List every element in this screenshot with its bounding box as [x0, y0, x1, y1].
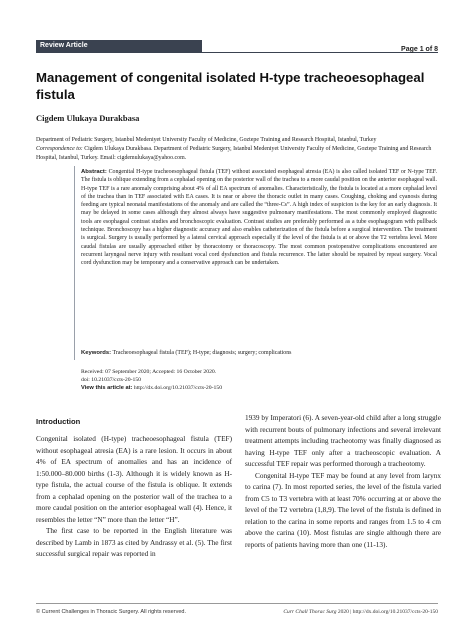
- author-name: Cigdem Ulukaya Durakbasa: [36, 113, 140, 123]
- abstract-text: Congenital H-type tracheoesophageal fistula (TEF) without associated esophageal atresia (EA) is also called isolated TEF or N-type TEF. The fistula is oblique extending from a cephalad opening on the posterior wall of the trachea to a more caudal position on the anterior esophageal wall. H-type TEF is a rare anomaly comprising about 4% of all EA spectrum of anomalies. Characteristically, the fistula is located at a more cephalad level of the trachea than in TEF associated with EA cases. It is near or above the thoracic outlet in many cases. Coughing, choking and cyanosis during feeding are typical neonatal manifestations of the anomaly and are called the “three-Cs”. A high index of suspicion is the key for an early diagnosis. It may be delayed in some cases although they almost always have suggestive pulmonary manifestations. The most commonly employed diagnostic tools are esophageal contrast studies and bronchoscopic evaluation. Contrast studies are preferably performed as a tube esophagogram with pullback technique. Bronchoscopy has a higher diagnostic accuracy and also enables catheterization of the fistula before a surgical intervention. The treatment is surgical. Surgery is usually performed by a lateral cervical approach especially if the level of the fistula is at or above the T2 vertebra level. More caudal fistulas are usually approached either by thoracotomy or thoracoscopy. The most common postoperative complications encountered are recurrent laryngeal nerve injury with resultant vocal cord dysfunction and fistula recurrence. The latter should be repaired by repeat surgery. Vocal cord dysfunction may be temporary and a conservative approach can be undertaken.: [81, 169, 437, 267]
- header-rule: [36, 52, 438, 53]
- left-column: [36, 434, 232, 561]
- keywords-text: Tracheoesophageal fistula (TEF); H-type; diagnosis; surgery; complications: [112, 350, 292, 356]
- affiliation-dept: Department of Pediatric Surgery, Istanbul Medeniyet University Faculty of Medicine, Goztepe Training and Research Hospital, Istanbul, Turkey: [36, 137, 377, 143]
- view-article-label: View this article at:: [81, 385, 133, 392]
- journal-name: Curr Chall Thorac Surg: [283, 609, 337, 615]
- abstract: [81, 168, 437, 268]
- journal-doi: 2020 | http://dx.doi.org/10.21037/ccts-20-150: [336, 609, 438, 615]
- correspondence-label: Correspondence to:: [36, 146, 83, 153]
- correspondence-text: Cigdem Ulukaya Durakbasa. Department of Pediatric Surgery, Istanbul Medeniyet University Faculty of Medicine, Goztepe Training and Research Hospital, Istanbul, Turkey. Email: cigdemulukaya@yahoo.com.: [36, 146, 432, 162]
- paragraph: 1939 by Imperatori (6). A seven-year-old child after a long struggle with recurrent bouts of pulmonary infections and several irrelevant treatment attempts including tracheotomy was finally diagnosed as having H-type TEF only after a tracheoscopic evaluation. A successful TEF repair was performed thorough a tracheotomy.: [245, 414, 441, 468]
- keywords: [81, 349, 437, 357]
- paragraph: The first case to be reported in the English literature was described by Lamb in 1873 as cited by Andrassy et al. (5). The first successful surgical repair was reported in: [36, 527, 232, 558]
- article-dates: [81, 368, 437, 393]
- view-article-link[interactable]: http://dx.doi.org/10.21037/ccts-20-150: [133, 385, 223, 392]
- affiliation-block: [36, 136, 440, 164]
- page-number: Page 1 of 8: [401, 46, 438, 53]
- article-type-banner: [36, 40, 202, 52]
- paragraph: Congenital isolated (H-type) tracheoesophageal fistula (TEF) without esophageal atresia (EA) is a rare lesion. It occurs in about 4% of EA spectrum of anomalies and has an incidence of 1:50.000–80.000 births (1-3). Although it is widely known as H-type fistula, the actual course of the fistula is oblique. It extends from a cephalad opening on the posterior wall of the trachea to a more caudal position on the anterior esophageal wall (4). Hence, it resembles the letter “N” more than the letter “H”.: [36, 435, 232, 524]
- abstract-label: Abstract:: [81, 169, 107, 175]
- section-heading-introduction: Introduction: [36, 417, 81, 426]
- copyright-notice: © Current Challenges in Thoracic Surgery. All rights reserved.: [36, 609, 186, 615]
- correspondence: [36, 145, 440, 163]
- keywords-label: Keywords:: [81, 350, 112, 356]
- right-column: [245, 413, 441, 551]
- paragraph: Congenital H-type TEF may be found at any level from larynx to carina (7). In most reported series, the level of the fistula varied from C5 to T3 vertebra with at least 70% occurring at or above the level of the T2 vertebra (1,8,9). The level of the fistula is defined in relation to the carina in some reports and ranges from 1.5 to 4 cm above the carina (10). Most fistulas are single although there are reports of patients having more than one (11-13).: [245, 471, 441, 549]
- article-type-label: Review Article: [40, 42, 88, 49]
- article-title: Management of congenital isolated H-type tracheoesophageal fistula: [36, 70, 425, 102]
- view-article: [81, 384, 437, 392]
- journal-citation: [283, 609, 438, 615]
- footer-rule: [36, 603, 438, 604]
- doi: doi: 10.21037/ccts-20-150: [81, 377, 142, 384]
- received-accepted: Received: 07 September 2020; Accepted: 16 October 2020.: [81, 369, 217, 375]
